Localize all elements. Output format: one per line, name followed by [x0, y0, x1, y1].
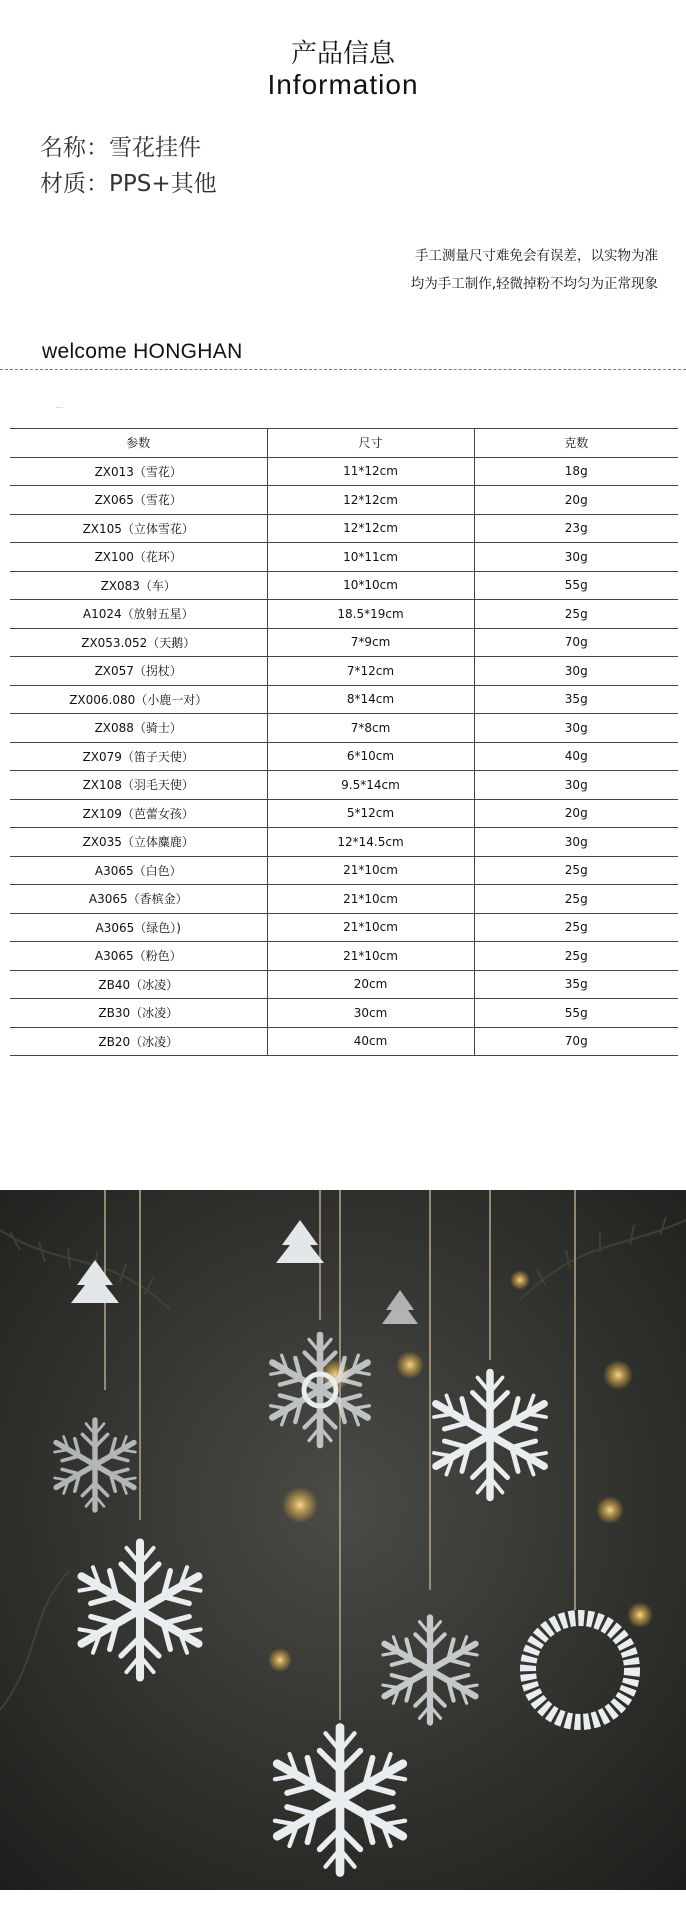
- table-row: [10, 657, 678, 686]
- cell-size: 30cm: [267, 999, 474, 1028]
- table-row: [10, 742, 678, 771]
- cell-size: 5*12cm: [267, 799, 474, 828]
- cell-weight: 70g: [474, 628, 678, 657]
- small-mark: —: [56, 404, 63, 411]
- table-row: [10, 457, 678, 486]
- cell-weight: 20g: [474, 486, 678, 515]
- cell-weight: 30g: [474, 828, 678, 857]
- table-row: [10, 856, 678, 885]
- cell-param: A3065（粉色）: [10, 942, 267, 971]
- table-row: [10, 714, 678, 743]
- cell-param: ZX035（立体麋鹿）: [10, 828, 267, 857]
- cell-weight: 25g: [474, 885, 678, 914]
- table-row: [10, 942, 678, 971]
- product-material: 材质：PPS+其他: [40, 171, 217, 197]
- header-param: 参数: [10, 429, 267, 458]
- cell-param: A3065（香槟金）: [10, 885, 267, 914]
- table-row: [10, 685, 678, 714]
- table-row: [10, 771, 678, 800]
- cell-param: ZB40（冰凌）: [10, 970, 267, 999]
- cell-weight: 70g: [474, 1027, 678, 1056]
- page-header: [0, 38, 686, 100]
- cell-param: ZX105（立体雪花）: [10, 514, 267, 543]
- table-header-row: [10, 429, 678, 458]
- dashed-divider: [0, 369, 686, 370]
- cell-param: ZX006.080（小鹿一对）: [10, 685, 267, 714]
- cell-param: ZX108（羽毛天使）: [10, 771, 267, 800]
- product-info: [40, 130, 217, 202]
- table-row: [10, 1027, 678, 1056]
- cell-param: ZB20（冰凌）: [10, 1027, 267, 1056]
- header-weight: 克数: [474, 429, 678, 458]
- table-row: [10, 828, 678, 857]
- table-row: [10, 600, 678, 629]
- cell-size: 21*10cm: [267, 856, 474, 885]
- cell-size: 7*12cm: [267, 657, 474, 686]
- cell-param: ZX083（车）: [10, 571, 267, 600]
- cell-weight: 40g: [474, 742, 678, 771]
- note-line-2: 均为手工制作,轻微掉粉不均匀为正常现象: [410, 276, 658, 292]
- cell-weight: 18g: [474, 457, 678, 486]
- cell-param: A3065（白色）: [10, 856, 267, 885]
- cell-param: ZX109（芭蕾女孩）: [10, 799, 267, 828]
- cell-size: 11*12cm: [267, 457, 474, 486]
- title-chinese: 产品信息: [290, 39, 395, 69]
- cell-weight: 20g: [474, 799, 678, 828]
- cell-param: ZX100（花环）: [10, 543, 267, 572]
- cell-size: 9.5*14cm: [267, 771, 474, 800]
- cell-weight: 23g: [474, 514, 678, 543]
- spec-table: [10, 428, 678, 1056]
- cell-param: ZX065（雪花）: [10, 486, 267, 515]
- cell-weight: 55g: [474, 571, 678, 600]
- table-row: [10, 543, 678, 572]
- measurement-note: [411, 242, 658, 298]
- table-row: [10, 571, 678, 600]
- cell-weight: 35g: [474, 970, 678, 999]
- cell-weight: 25g: [474, 913, 678, 942]
- cell-size: 12*12cm: [267, 486, 474, 515]
- cell-weight: 30g: [474, 714, 678, 743]
- cell-size: 21*10cm: [267, 942, 474, 971]
- cell-weight: 25g: [474, 600, 678, 629]
- cell-weight: 25g: [474, 942, 678, 971]
- table-row: [10, 970, 678, 999]
- cell-size: 12*14.5cm: [267, 828, 474, 857]
- cell-size: 40cm: [267, 1027, 474, 1056]
- cell-size: 21*10cm: [267, 885, 474, 914]
- table-row: [10, 628, 678, 657]
- cell-size: 10*11cm: [267, 543, 474, 572]
- cell-size: 6*10cm: [267, 742, 474, 771]
- cell-param: ZX079（笛子天使）: [10, 742, 267, 771]
- cell-param: ZX088（骑士）: [10, 714, 267, 743]
- cell-size: 21*10cm: [267, 913, 474, 942]
- cell-size: 10*10cm: [267, 571, 474, 600]
- cell-size: 7*9cm: [267, 628, 474, 657]
- header-size: 尺寸: [267, 429, 474, 458]
- cell-weight: 55g: [474, 999, 678, 1028]
- cell-weight: 30g: [474, 771, 678, 800]
- cell-size: 12*12cm: [267, 514, 474, 543]
- cell-param: A3065（绿色）): [10, 913, 267, 942]
- cell-param: ZX057（拐杖）: [10, 657, 267, 686]
- cell-size: 20cm: [267, 970, 474, 999]
- table-row: [10, 799, 678, 828]
- cell-param: A1024（放射五星）: [10, 600, 267, 629]
- cell-param: ZX053.052（天鹅）: [10, 628, 267, 657]
- cell-param: ZX013（雪花）: [10, 457, 267, 486]
- cell-weight: 30g: [474, 543, 678, 572]
- cell-size: 18.5*19cm: [267, 600, 474, 629]
- title-english: Information: [267, 69, 419, 100]
- table-row: [10, 913, 678, 942]
- cell-weight: 35g: [474, 685, 678, 714]
- cell-weight: 25g: [474, 856, 678, 885]
- cell-size: 8*14cm: [267, 685, 474, 714]
- product-photo: [0, 1190, 686, 1890]
- cell-weight: 30g: [474, 657, 678, 686]
- product-name: 名称：雪花挂件: [40, 135, 201, 161]
- table-row: [10, 514, 678, 543]
- table-row: [10, 999, 678, 1028]
- cell-param: ZB30（冰凌）: [10, 999, 267, 1028]
- note-line-1: 手工测量尺寸难免会有误差，以实物为准: [415, 248, 658, 264]
- table-row: [10, 486, 678, 515]
- cell-size: 7*8cm: [267, 714, 474, 743]
- table-row: [10, 885, 678, 914]
- welcome-text: welcome HONGHAN: [42, 340, 243, 363]
